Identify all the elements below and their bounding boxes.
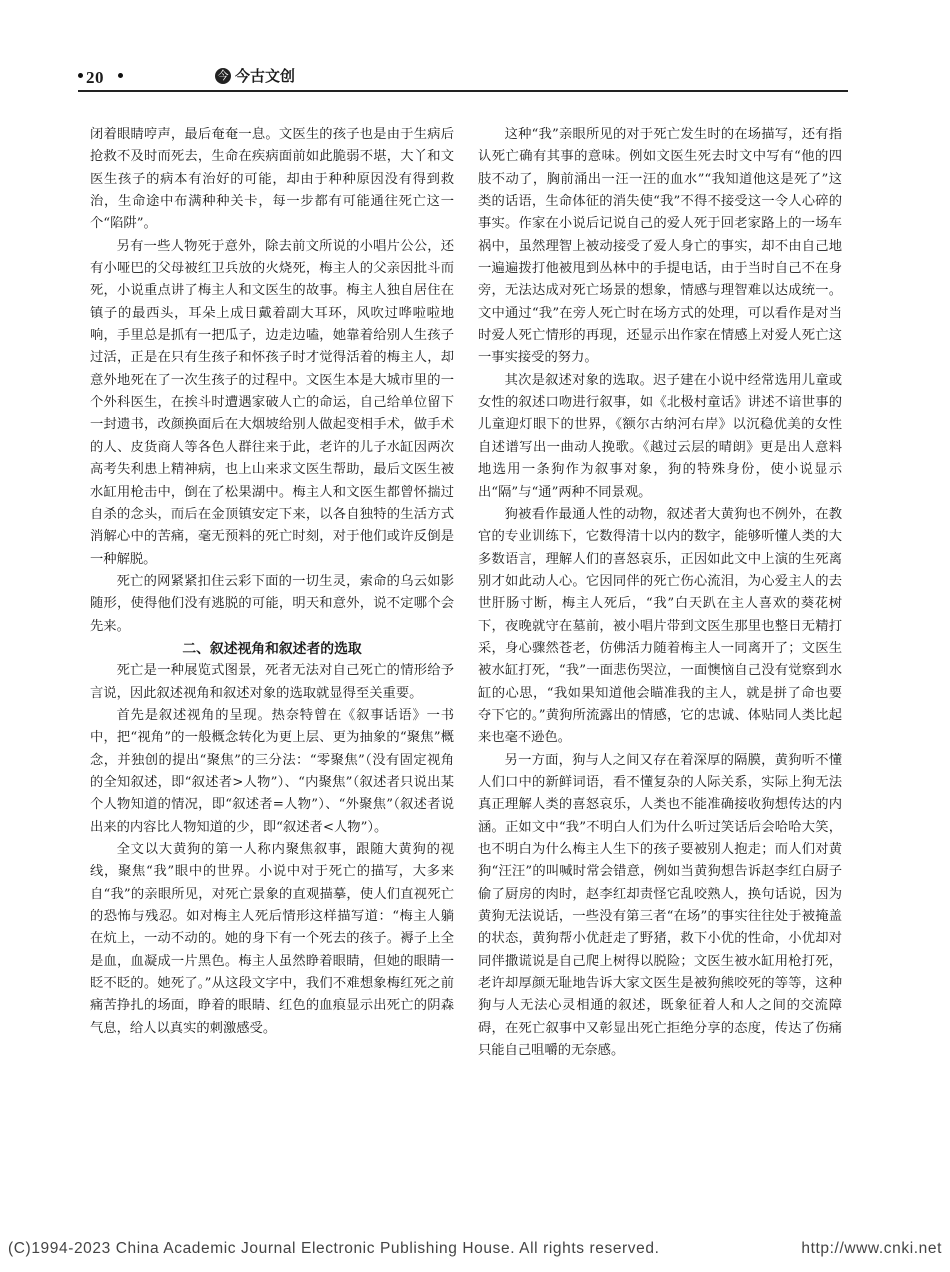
- left-column: [90, 124, 454, 1040]
- paragraph: 另有一些人物死于意外，除去前文所说的小唱片公公，还有小哑巴的父母被红卫兵放的火烧死，梅主人的父亲因批斗而死，小说重点讲了梅主人和文医生的故事。梅主人独自居住在镇子的最西头，耳朵上成日戴着副大耳环，风吹过哗啦啦地响，手里总是抓有一把瓜子，边走边嗑，她靠着给别人生孩子过活，正是在只有生孩子和怀孩子时才觉得活着的梅主人，却意外地死在了一次生孩子的过程中。文医生本是大城市里的一个外科医生，在挨斗时遭遇家破人亡的命运，自己给单位留下一封遗书，改颜换面后在大烟坡给别人做起变相手术，做手术的人、皮货商人等各色人群往来于此，老许的儿子水缸因两次高考失利患上精神病，也上山来求文医生帮助，最后文医生被水缸用枪击中，倒在了松果湖中。梅主人和文医生都曾怀揣过自杀的念头，而后在金顶镇安定下来，以各自独特的生活方式消解心中的苦痛，毫无预料的死亡时刻，对于他们或许反倒是一种解脱。: [90, 238, 454, 567]
- page-header: [78, 60, 848, 94]
- section-heading: 二、叙述视角和叙述者的选取: [182, 640, 362, 657]
- paragraph: 闭着眼睛哼声，最后奄奄一息。文医生的孩子也是由于生病后抢救不及时而死去，生命在疾病面前如此脆弱不堪，大丫和文医生孩子的病本有治好的可能，却由于种种原因没有得到救治，生命途中布满种种关卡，每一步都有可能通往死亡这一个“陷阱”。: [90, 127, 454, 232]
- copyright-text: (C)1994-2023 China Academic Journal Electronic Publishing House. All rights reserved.: [8, 1240, 660, 1257]
- journal-logo-icon: 今: [215, 68, 231, 84]
- page-number: 20: [86, 68, 104, 87]
- journal-name: 今古文创: [235, 67, 296, 85]
- paragraph: 死亡的网紧紧扣住云彩下面的一切生灵，索命的乌云如影随形，使得他们没有逃脱的可能，明天和意外，说不定哪个会先来。: [90, 573, 454, 634]
- header-rule: [78, 90, 848, 92]
- right-column: [478, 124, 842, 1062]
- paragraph: 首先是叙述视角的呈现。热奈特曾在《叙事话语》一书中，把“视角”的一般概念转化为更上层、更为抽象的“聚焦”概念，并独创的提出“聚焦”的三分法：“零聚焦”（没有固定视角的全知叙述，即“叙述者>人物”）、“内聚焦”（叙述者只说出某个人物知道的情况，即“叙述者=人物”）、“外聚焦”（叙述者说出来的内容比人物知道的少，即“叙述者<人物”）。: [90, 707, 454, 835]
- footer-url[interactable]: http://www.cnki.net: [801, 1240, 942, 1257]
- bullet-dot: [78, 73, 83, 78]
- paragraph: 全文以大黄狗的第一人称内聚焦叙事，跟随大黄狗的视线，聚焦“我”眼中的世界。小说中对于死亡的描写，大多来自“我”的亲眼所见，对死亡景象的直观描摹，使人们直视死亡的恐怖与残忍。如对梅主人死后情形这样描写道：“梅主人躺在炕上，一动不动的。她的身下有一个死去的孩子。褥子上全是血，血凝成一片黑色。梅主人虽然睁着眼睛，但她的眼睛一眨不眨的。她死了。”从这段文字中，我们不难想象梅红死之前痛苦挣扎的场面，睁着的眼睛、红色的血痕显示出死亡的阴森气息，给人以真实的刺激感受。: [90, 842, 454, 1036]
- paragraph: 这种“我”亲眼所见的对于死亡发生时的在场描写，还有指认死亡确有其事的意味。例如文医生死去时文中写有“他的四肢不动了，胸前涌出一汪一汪的血水”“我知道他这是死了”这类的话语，生命体征的消失使“我”不得不接受这一令人心碎的事实。作家在小说后记说自己的爱人死于回老家路上的一场车祸中，虽然理智上被动接受了爱人身亡的事实，却不由自己地一遍遍拨打他被甩到丛林中的手提电话，由于当时自己不在身旁，无法达成对死亡场景的想象，情感与理智难以达成统一。文中通过“我”在旁人死亡时在场方式的处理，可以看作是对当时爱人死亡情形的再现，还显示出作家在情感上对爱人死亡这一事实接受的努力。: [478, 127, 842, 366]
- paragraph: 另一方面，狗与人之间又存在着深厚的隔膜，黄狗听不懂人们口中的新鲜词语，看不懂复杂的人际关系，实际上狗无法真正理解人类的喜怒哀乐，人类也不能准确接收狗想传达的内涵。正如文中“我”不明白人们为什么听过笑话后会哈哈大笑，也不明白为什么梅主人生下的孩子要被别人抱走；而人们对黄狗“汪汪”的叫喊时常会错意，例如当黄狗想告诉赵李红白厨子偷了厨房的肉时，赵李红却责怪它乱咬熟人，换句话说，因为黄狗无法说话，一些没有第三者“在场”的事实往往处于被掩盖的状态，黄狗帮小优赶走了野猪，救下小优的性命，小优却对同伴撒谎说是自己爬上树得以脱险；文医生被水缸用枪打死，老许却厚颜无耻地告诉大家文医生是被狗熊咬死的等等，这种狗与人无法心灵相通的叙述，既象征着人和人之间的交流障碍，在死亡叙事中又彰显出死亡拒绝分享的态度，传达了伤痛只能自己咀嚼的无奈感。: [478, 752, 842, 1059]
- paragraph: 狗被看作最通人性的动物，叙述者大黄狗也不例外，在教官的专业训练下，它数得清十以内的数字，能够听懂人类的大多数语言，理解人们的喜怒哀乐，正因如此文中上演的生死离别才如此动人心。它因同伴的死亡伤心流泪，为心爱主人的去世肝肠寸断，梅主人死后，“我”白天趴在主人喜欢的葵花树下，夜晚就守在墓前，被小唱片带到文医生那里也整日无精打采，身心骤然苍老，仿佛活力随着梅主人一同离开了；文医生被水缸打死，“我”一面悲伤哭泣，一面懊恼自己没有觉察到水缸的心思，“我如果知道他会瞄准我的主人，就是拼了命也要夺下它的。”黄狗所流露出的情感，它的忠诚、体贴同人类比起来也毫不逊色。: [478, 506, 842, 746]
- bullet-dot: [118, 73, 123, 78]
- paragraph: 其次是叙述对象的选取。迟子建在小说中经常选用儿童或女性的叙述口吻进行叙事，如《北极村童话》讲述不谙世事的儿童迎灯眼下的世界，《额尔古纳河右岸》以沉稳优美的女性自述谱写出一曲动人挽歌。《越过云层的晴朗》更是出人意料地选用一条狗作为叙事对象，狗的特殊身份，使小说显示出“隔”与“通”两种不同景观。: [478, 372, 842, 500]
- paragraph: 死亡是一种展览式图景，死者无法对自己死亡的情形给予言说，因此叙述视角和叙述对象的选取就显得至关重要。: [90, 663, 454, 701]
